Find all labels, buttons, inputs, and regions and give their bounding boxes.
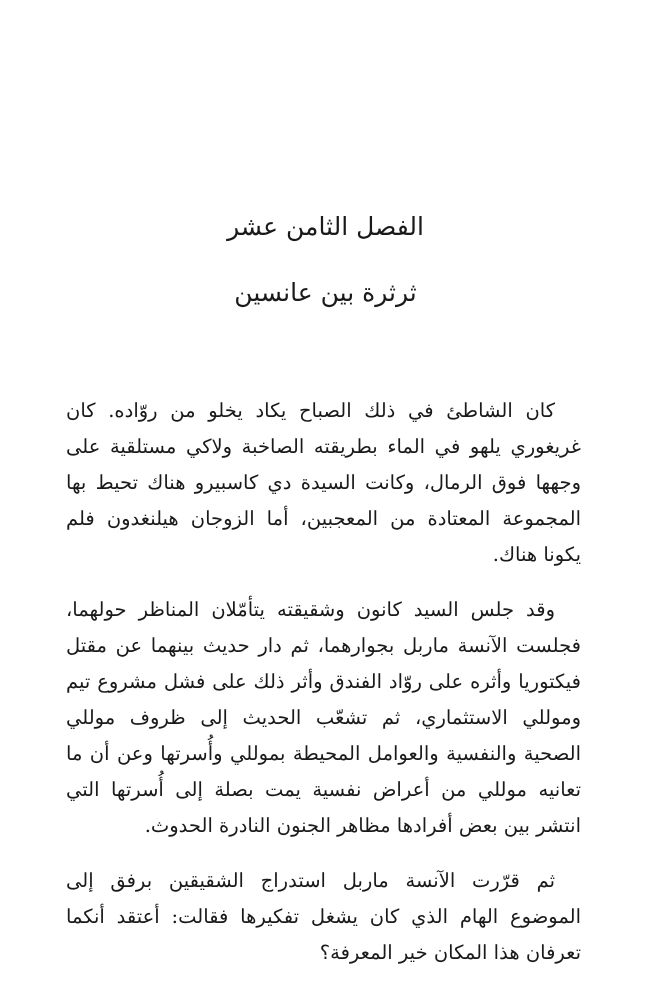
chapter-number: الفصل الثامن عشر	[227, 212, 424, 241]
chapter-body	[66, 393, 581, 990]
chapter-title: ثرثرة بين عانسين	[234, 278, 417, 307]
paragraph-1: كان الشاطئ في ذلك الصباح يكاد يخلو من روّاده. كان غريغوري يلهو في الماء بطريقته الصاخبة ولاكي مستلقية على وجهها فوق الرمال، وكانت السيدة دي كاسبيرو هناك تحيط بها المجموعة المعتادة من المعجبين، أما الزوجان هيلنغدون فلم يكونا هناك.	[66, 399, 581, 566]
paragraph-2: وقد جلس السيد كانون وشقيقته يتأمّلان المناظر حولهما، فجلست الآنسة ماربل بجوارهما، ثم دار حديث بينهما عن مقتل فيكتوريا وأثره على روّاد الفندق وأثر ذلك على فشل مشروع تيم وموللي الاستثماري، ثم تشعّب الحديث إلى ظروف موللي الصحية والنفسية والعوامل المحيطة بموللي وأُسرتها وعن أن ما تعانيه موللي من أعراض نفسية يمت بصلة إلى أُسرتها التي انتشر بين بعض أفرادها مظاهر الجنون النادرة الحدوث.	[66, 598, 581, 837]
paragraph-3: ثم قرّرت الآنسة ماربل استدراج الشقيقين برفق إلى الموضوع الهام الذي كان يشغل تفكيرها فقالت: أعتقد أنكما تعرفان هذا المكان خير المعرفة؟	[66, 869, 581, 964]
